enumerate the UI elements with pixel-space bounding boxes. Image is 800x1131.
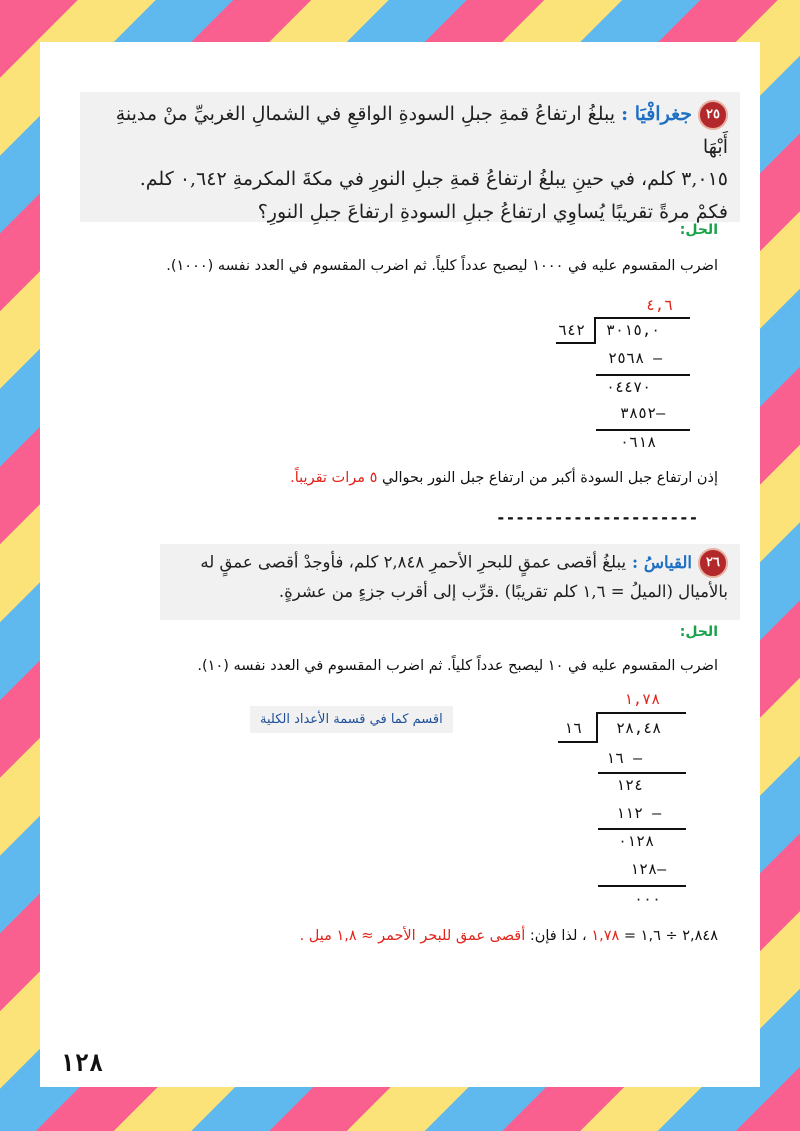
solution-step: اضرب المقسوم عليه في ١٠ ليصبح عدداً كلياً. ثم اضرب المقسوم في العدد نفسه (١٠). [197, 658, 718, 674]
question-label: القياسُ : [632, 552, 692, 572]
page-number: ١٢٨ [60, 1049, 104, 1077]
section-separator: --------------------- [496, 508, 699, 527]
question-26-line2: بالأميال (الميلُ = ١,٦ كلم تقريبًا) .قرِّب إلى أقرب جزءٍ من عشرةٍ. [278, 582, 728, 601]
remainder: ٠٦١٨ [620, 433, 657, 451]
solution-step: اضرب المقسوم عليه في ١٠٠٠ ليصبح عدداً كلياً. ثم اضرب المقسوم في العدد نفسه (١٠٠٠). [166, 258, 718, 274]
subtraction-line [598, 772, 686, 774]
answer-highlight: ٥ مرات تقريباً. [290, 470, 378, 486]
divisor: ١٦ [564, 719, 583, 737]
answer-highlight: أقصى عمق للبحر الأحمر ≈ ١,٨ ميل . [299, 928, 526, 944]
divisor-underline [556, 342, 596, 344]
question-26-box [160, 544, 740, 620]
divisor: ٦٤٢ [558, 321, 586, 339]
partial-product: ١٢٨– [630, 860, 667, 878]
division-bracket [594, 317, 596, 343]
divisor-underline [558, 741, 598, 743]
partial-product: ١١٢ – [616, 804, 662, 822]
subtraction-line [596, 429, 690, 431]
division-bar [596, 317, 690, 319]
solution-heading: الحل: [679, 624, 718, 640]
subtraction-line [598, 828, 686, 830]
division-bracket [596, 712, 598, 742]
dividend: ٣٠١٥,٠ [606, 321, 661, 339]
dividend: ٢٨,٤٨ [616, 719, 662, 737]
remainder: ١٢٤ [616, 776, 644, 794]
conclusion: إذن ارتفاع جبل السودة أكبر من ارتفاع جبل النور بحوالي ٥ مرات تقريباً. [290, 470, 718, 486]
division-bar [598, 712, 686, 714]
quotient: ٤,٦ [646, 296, 674, 314]
question-number-badge: ٢٦ [698, 548, 728, 578]
remainder: ٠٠٠ [634, 890, 662, 908]
remainder: ٠١٢٨ [618, 832, 655, 850]
question-25-line1: ٢٥جغرافْيَا :يبلغُ ارتفاعُ قمةِ جبلِ السودةِ الواقعِ في الشمالِ الغربيِّ منْ مدينةِ أَبْهَا [92, 98, 728, 163]
quotient: ١,٧٨ [624, 690, 661, 708]
remainder: ٠٤٤٧٠ [606, 378, 652, 396]
partial-product: ٢٥٦٨ – [608, 349, 663, 367]
question-25-box [80, 92, 740, 222]
subtraction-line [598, 885, 686, 887]
conclusion: ٢,٨٤٨ ÷ ١,٦ = ١,٧٨ ، لذا فإن: أقصى عمق للبحر الأحمر ≈ ١,٨ ميل . [299, 928, 718, 944]
solution-heading: الحل: [679, 222, 718, 238]
subtraction-line [596, 374, 690, 376]
question-label: جغرافْيَا : [621, 103, 692, 125]
question-number-badge: ٢٥ [698, 100, 728, 130]
computed-value: ١,٧٨ [591, 928, 620, 944]
hint-box: اقسم كما في قسمة الأعداد الكلية [250, 706, 453, 733]
partial-product: ١٦ – [606, 749, 643, 767]
partial-product: ٣٨٥٢– [620, 404, 666, 422]
textbook-page [40, 42, 760, 1087]
question-25-line3: فكمْ مرةً تقريبًا يُساوِي ارتفاعُ جبلِ السودةِ ارتفاعَ جبلِ النورِ؟ [257, 201, 728, 224]
question-26-line1: ٢٦القياسُ :يبلغُ أقصى عمقٍ للبحرِ الأحمرِ ٢,٨٤٨ كلم، فأوجدْ أقصى عمقٍ له [172, 548, 728, 578]
question-25-line2: ٣,٠١٥ كلم، في حينِ يبلغُ ارتفاعُ قمةِ جبلِ النورِ في مكةَ المكرمةِ ٠,٦٤٢ كلم. [139, 168, 728, 191]
